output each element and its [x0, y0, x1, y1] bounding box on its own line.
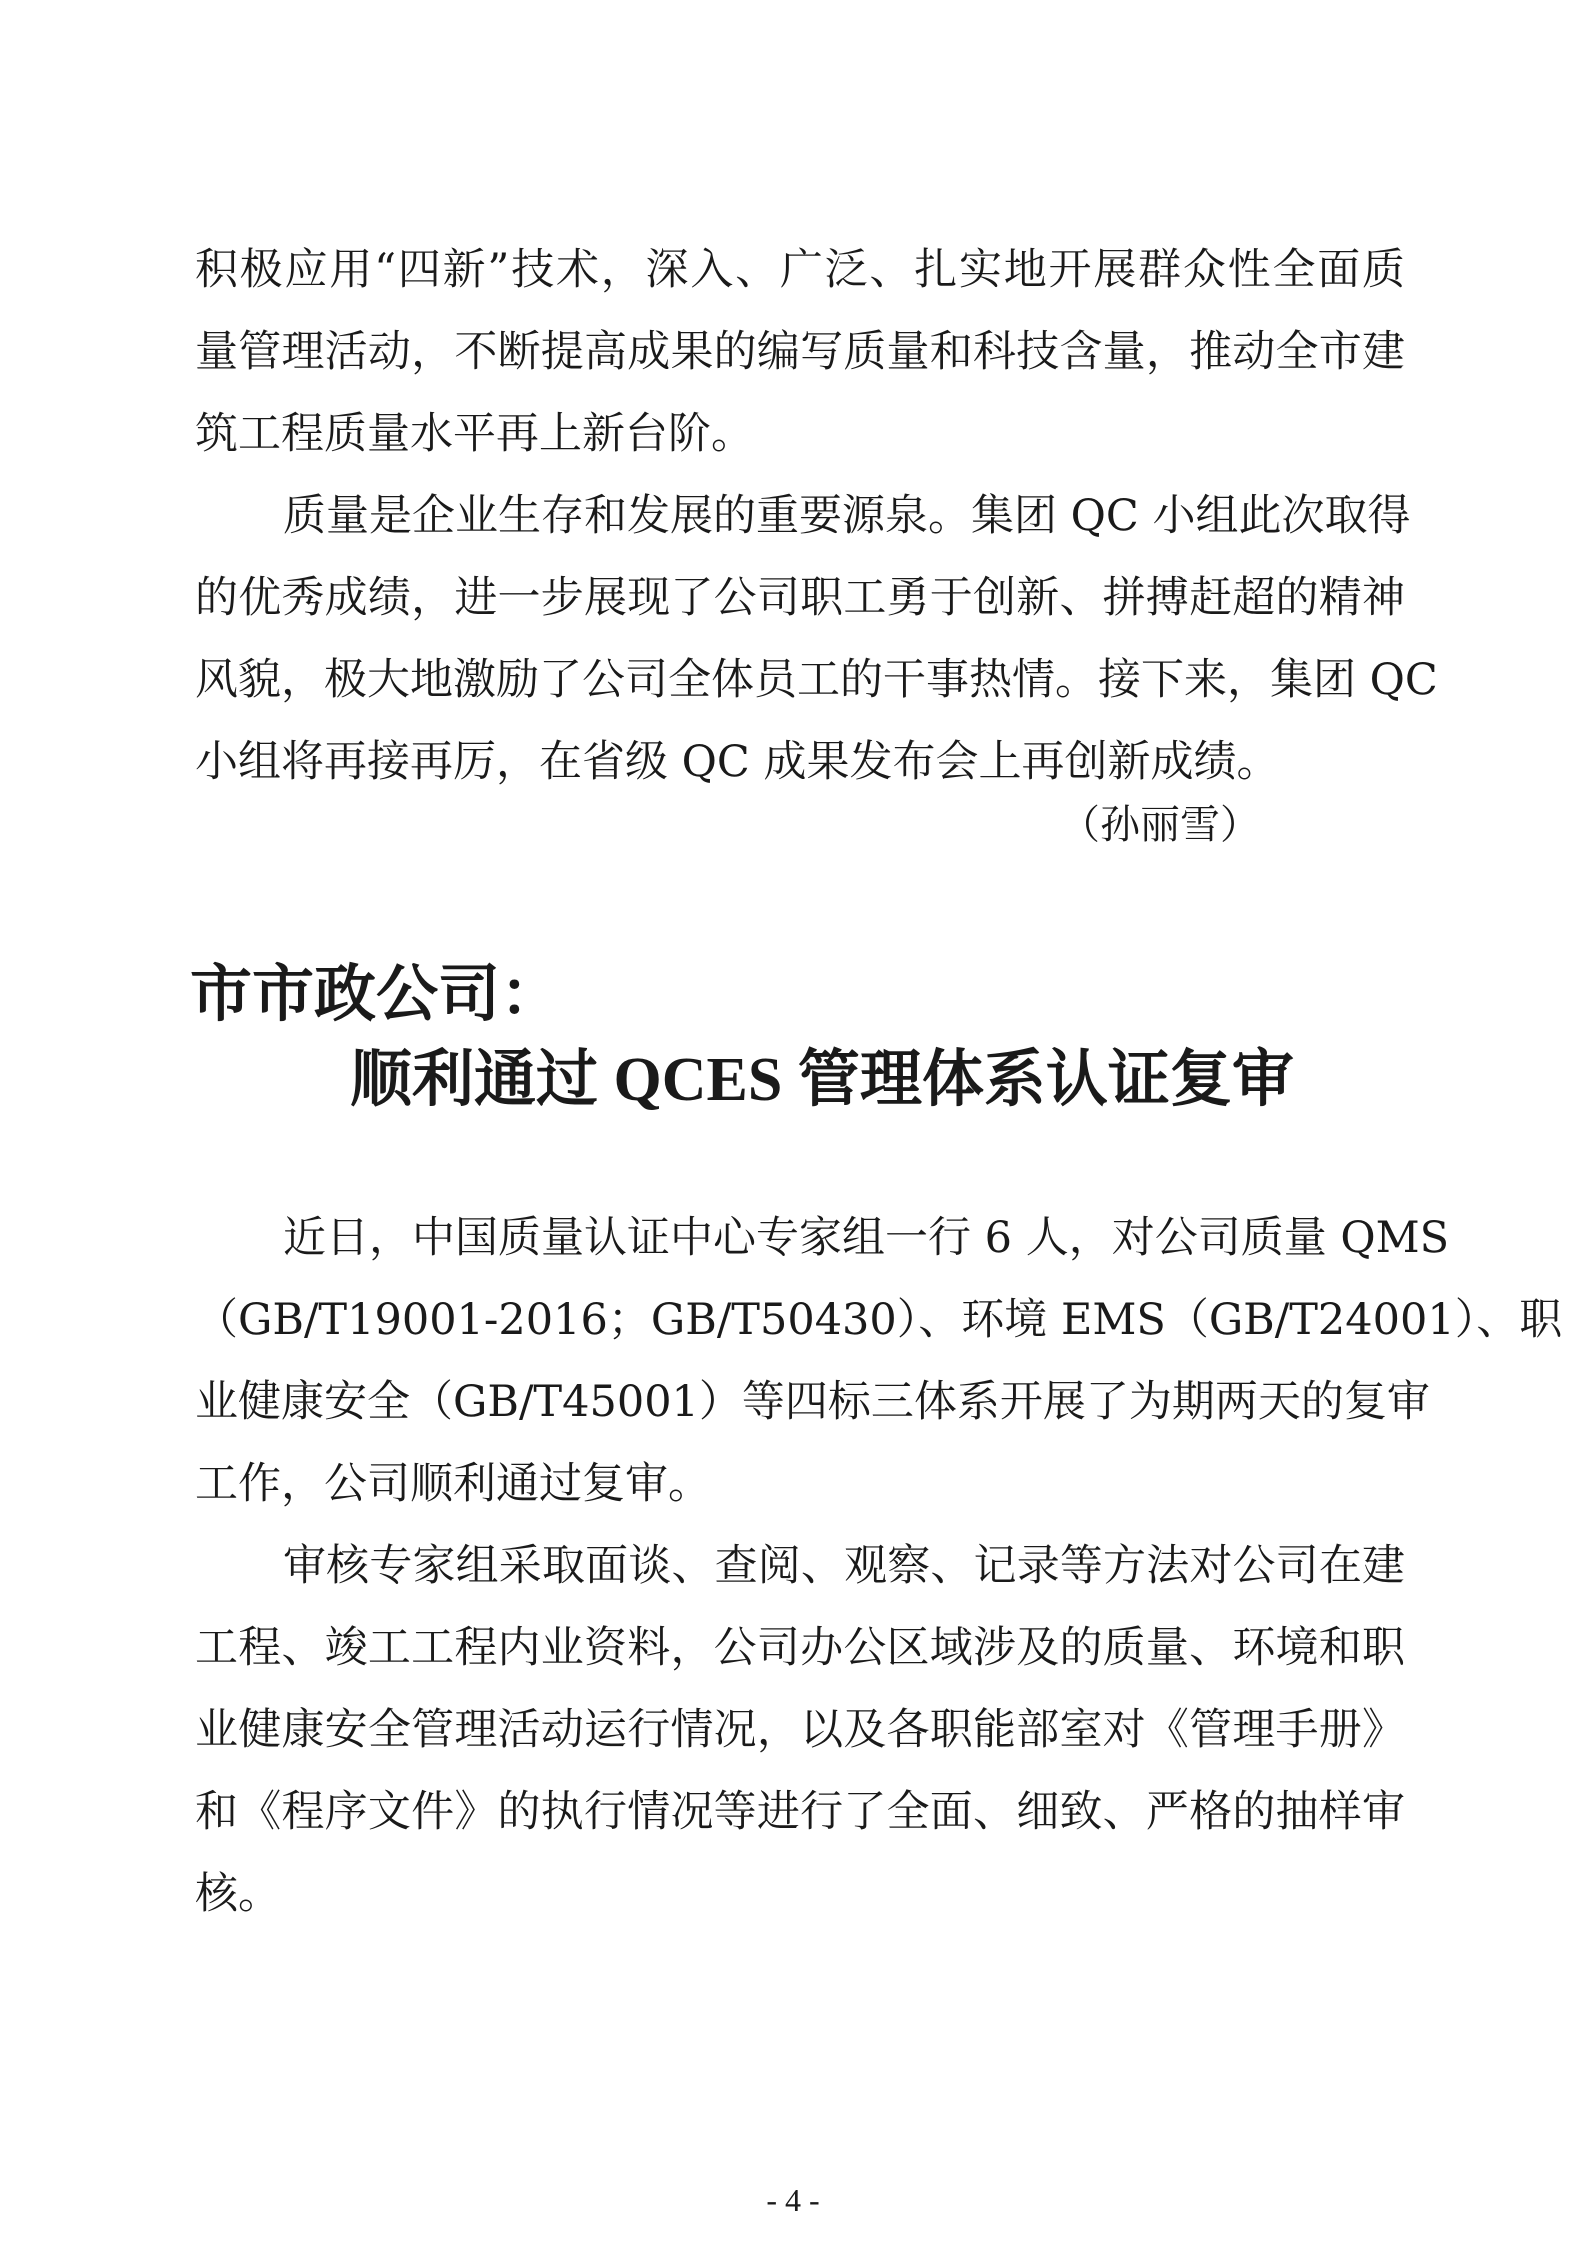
- paragraph-1-line-2: 量管理活动，不断提高成果的编写质量和科技含量，推动全市建: [195, 327, 1405, 377]
- paragraph-2-line-4: 小组将再接再厉，在省级 QC 成果发布会上再创新成绩。: [195, 737, 1280, 787]
- paragraph-2-line-2: 的优秀成绩，进一步展现了公司职工勇于创新、拼搏赶超的精神: [195, 573, 1405, 623]
- paragraph-1-line-1: 积极应用“四新”技术，深入、广泛、扎实地开展群众性全面质: [195, 245, 1405, 295]
- paragraph-4-line-5: 核。: [195, 1869, 281, 1919]
- paragraph-4-line-4: 和《程序文件》的执行情况等进行了全面、细致、严格的抽样审: [195, 1787, 1405, 1837]
- paragraph-4-line-2: 工程、竣工工程内业资料，公司办公区域涉及的质量、环境和职: [195, 1623, 1405, 1673]
- paragraph-3-line-2: （GB/T19001-2016；GB/T50430）、环境 EMS（GB/T24001）、职: [195, 1295, 1563, 1345]
- paragraph-1-line-3: 筑工程质量水平再上新台阶。: [195, 409, 754, 459]
- paragraph-3-line-4: 工作，公司顺利通过复审。: [195, 1459, 711, 1509]
- paragraph-4-line-3: 业健康安全管理活动运行情况，以及各职能部室对《管理手册》: [195, 1705, 1405, 1755]
- author-credit: （孙丽雪）: [1060, 802, 1260, 848]
- article-title-line-2: 顺利通过 QCES 管理体系认证复审: [350, 1046, 1294, 1114]
- paragraph-4-line-1: 审核专家组采取面谈、查阅、观察、记录等方法对公司在建: [283, 1541, 1405, 1591]
- paragraph-2-line-3: 风貌，极大地激励了公司全体员工的干事热情。接下来，集团 QC: [195, 655, 1438, 705]
- paragraph-2-line-1: 质量是企业生存和发展的重要源泉。集团 QC 小组此次取得: [283, 491, 1411, 541]
- page-number: - 4 -: [766, 2182, 820, 2218]
- paragraph-3-line-3: 业健康安全（GB/T45001）等四标三体系开展了为期两天的复审: [195, 1377, 1430, 1427]
- paragraph-3-line-1: 近日，中国质量认证中心专家组一行 6 人，对公司质量 QMS: [283, 1213, 1450, 1263]
- article-title-line-1: 市市政公司：: [190, 961, 563, 1029]
